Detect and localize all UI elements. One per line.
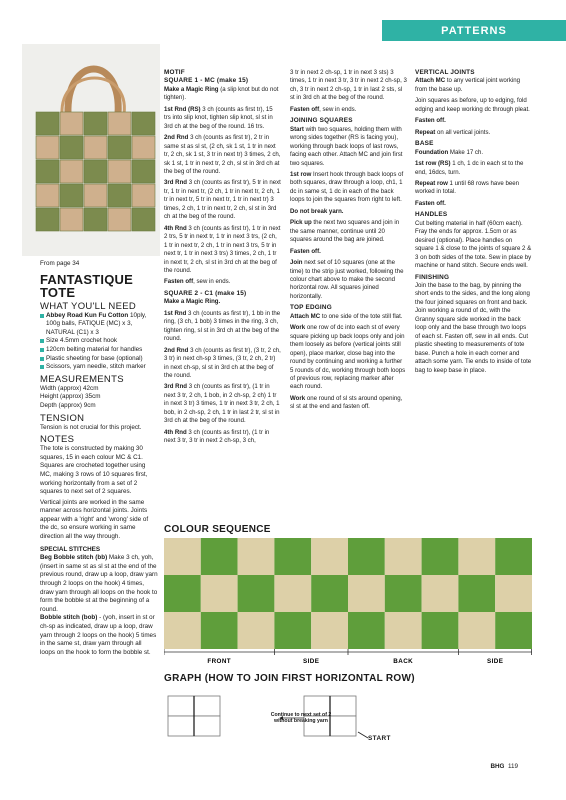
tote-square [60, 208, 83, 231]
colour-sequence-label: BACK [393, 658, 414, 664]
section-heading: FINISHING [415, 273, 450, 281]
instruction-paragraph: Foundation Make 17 ch. [415, 148, 484, 156]
instruction-paragraph [290, 208, 407, 216]
tote-square [36, 184, 59, 207]
instruction-paragraph: Repeat row 1 until 68 rows have been worked in total. [415, 179, 519, 196]
tote-square [84, 208, 107, 231]
instruction-bold: Fasten off [164, 278, 194, 286]
section-heading: JOINING SQUARES [290, 117, 353, 125]
colour-square [238, 575, 275, 612]
instructions-col-3 [415, 69, 532, 378]
tote-square [84, 136, 107, 159]
colour-square [385, 612, 422, 649]
colour-sequence-heading: COLOUR SEQUENCE [164, 524, 271, 535]
colour-square [495, 612, 532, 649]
instruction-paragraph: 3rd Rnd 3 ch (counts as first tr), (1 tr in next 3 tr, 2 ch, 1 bob, in 2 ch-sp, 2 ch) 1 tr in next 3 tr) 3 times, 1 tr in next 3 tr, 2 ch, 1 bob, in 2 ch-sp, 2 ch, 1 tr in last 2 tr, sl st in 3rd ch at the beg of the round. [164, 383, 280, 425]
tote-square [132, 208, 155, 231]
instruction-paragraph: Work one row of dc into each st of every square picking up back loops only and join them loosely as before (vertical joints still open), place marker, close bag into the round by continuing and working a further 5 rounds of dc, working through both loops of previous row, replacing marker after each round. [290, 324, 406, 391]
measurements-heading: MEASUREMENTS [40, 373, 124, 385]
tote-square [132, 136, 155, 159]
instruction-bold: Attach MC [415, 77, 446, 85]
colour-square [458, 612, 495, 649]
graph-note: Continue to next set of 2 without breaking yarn [270, 712, 332, 725]
bullet-square-icon [40, 339, 44, 343]
instruction-paragraph: Join squares as before, up to edging, fold edging and keep working dc through pleat. [415, 97, 530, 113]
colour-square [164, 538, 201, 575]
special-list [40, 554, 158, 657]
note-paragraph: The tote is constructed by making 30 squares, 15 in each colour MC & C1. Squares are crocheted together using MC, making 3 rows of 10 squares first, working horizontally from a set of 2 squares to next set of 2 squares. [40, 445, 148, 496]
colour-square [201, 538, 238, 575]
colour-square [164, 575, 201, 612]
special-stitch-name: Bobble stitch (bob) [40, 614, 98, 622]
instruction-paragraph: 1st Rnd 3 ch (counts as first tr), 1 bb in the ring, (3 ch, 1 bob) 3 times in the ring, 3 ch, tighten ring, sl st in 3rd ch at the beg of the round. [164, 309, 281, 343]
need-item [40, 312, 158, 338]
section-heading: SQUARE 2 - C1 (make 15) [164, 289, 247, 297]
instruction-bold: Fasten off. [415, 199, 446, 207]
tote-square [84, 160, 107, 183]
instruction-bold: Pick up [290, 219, 312, 227]
instruction-paragraph: 4th Rnd 3 ch (counts as first tr), (1 tr in next 3 tr, 3 tr in next 2 ch-sp, 3 ch, [164, 428, 270, 445]
measurement-item: Depth (approx) 9cm [40, 401, 96, 409]
instruction-bold: 2nd Rnd [164, 346, 189, 354]
colour-square [495, 575, 532, 612]
need-item [40, 363, 158, 372]
tote-square [108, 184, 131, 207]
colour-square [422, 575, 459, 612]
tote-square [60, 112, 83, 135]
need-item [40, 346, 158, 355]
measurement-item: Height (approx) 35cm [40, 393, 101, 401]
section-heading: VERTICAL JOINTS [415, 69, 475, 76]
instruction-paragraph: 2nd Rnd 3 ch (counts as first tr), 2 tr in same st as sl st, (2 ch, sk 1 st, 1 tr in next tr, 2 ch, sk 1 st, 3 tr in next tr) 3 times, 2 ch, sk 1 st, 1 tr in next tr, 2 ch, sl st in 3rd ch at the beg of the round. [164, 134, 281, 175]
bullet-square-icon [40, 348, 44, 352]
need-text: Size 4.5mm crochet hook [46, 337, 118, 345]
need-text: Abbey Road Kun Fu Cotton 10ply, 100g balls, FATIQUE (MC) x 3, NATURAL (C1) x 3 [46, 311, 147, 336]
need-item [40, 337, 158, 346]
instruction-bold: Fasten off [290, 105, 320, 113]
tote-square [36, 160, 59, 183]
instruction-paragraph: Join the base to the bag, by pinning the short ends to the sides, and the long along the four joined squares on front and back. Join working a round of dc, with the Granny square side worked in the back loop only and the base through two loops of each st. Fasten off, sew in all ends. Cut plastic sheeting to measurements of tote base. Punch a hole in each corner and attach some yarn. Tie ends to inside of tote bag to keep base in place. [415, 281, 532, 374]
instruction-paragraph [415, 117, 532, 125]
bullet-square-icon [40, 357, 44, 361]
instruction-bold: 1st Rnd [164, 309, 187, 317]
needs-list [40, 312, 158, 372]
tension-heading: TENSION [40, 412, 85, 424]
instruction-bold: Repeat row [415, 179, 448, 187]
instruction-paragraph: Repeat on all vertical joints. [415, 128, 491, 136]
instructions-col-2 [290, 69, 407, 415]
instruction-bold: 3rd Rnd [164, 383, 188, 391]
colour-square [311, 575, 348, 612]
colour-square [422, 612, 459, 649]
graph-heading: GRAPH (HOW TO JOIN FIRST HORIZONTAL ROW) [164, 673, 415, 684]
notes-heading: NOTES [40, 434, 75, 446]
instruction-bold: 1st Rnd (RS) [164, 105, 201, 113]
left-column [40, 260, 158, 657]
instruction-paragraph: Attach MC to any vertical joint working from the base up. [415, 77, 520, 93]
need-heading: WHAT YOU'LL NEED [40, 300, 137, 312]
instruction-bold: 1st row [290, 170, 312, 178]
need-text: 120cm belting material for handles [46, 345, 143, 353]
instruction-bold: Make a Magic Ring. [164, 298, 221, 306]
colour-square [238, 538, 275, 575]
colour-square [238, 612, 275, 649]
tote-square [60, 160, 83, 183]
instruction-bold: 4th Rnd [164, 224, 187, 232]
tote-bag-image [22, 44, 160, 256]
instruction-paragraph: Attach MC to one side of the tote still flat. [290, 312, 403, 320]
instruction-paragraph: Work one round of sl sts around opening, sl st at the end and fasten off. [290, 394, 403, 411]
colour-square [274, 538, 311, 575]
need-item [40, 355, 158, 364]
title-line2: TOTE [40, 284, 76, 300]
instruction-bold: Fasten off. [290, 247, 321, 255]
colour-sequence-label: SIDE [303, 658, 320, 664]
graph-start-label: START [368, 735, 391, 742]
instruction-bold: 3rd Rnd [164, 179, 188, 187]
need-bold: Abbey Road Kun Fu Cotton [46, 311, 129, 319]
instruction-paragraph: 1st Rnd (RS) 3 ch (counts as first tr), 15 trs into slip knot, tighten slip knot, sl st in 3rd ch at the beg of the round. 16 trs. [164, 105, 273, 130]
page-number: 119 [507, 763, 518, 770]
instruction-bold: Work [290, 324, 306, 332]
section-heading: MOTIF [164, 69, 185, 76]
instruction-bold: 1st row (RS) [415, 160, 451, 168]
colour-square [274, 575, 311, 612]
colour-square [164, 612, 201, 649]
instruction-paragraph: 2nd Rnd 3 ch (counts as first tr), (3 tr, 2 ch, 3 tr) in next ch-sp 3 times, (3 tr, 2 ch, 2 tr) in next ch-sp, sl st in 3rd ch at the beg of the round. [164, 346, 281, 379]
footer-brand: BHG [490, 763, 505, 770]
instruction-bold: Repeat [415, 128, 436, 136]
instruction-bold: Fasten off. [415, 117, 446, 125]
tote-photo [22, 44, 160, 256]
footer [490, 763, 518, 770]
instruction-bold: Join [290, 259, 303, 267]
section-heading: HANDLES [415, 211, 448, 219]
tote-square [108, 160, 131, 183]
instruction-bold: Attach MC [290, 312, 321, 320]
special-stitch-name: Beg Bobble stitch (bb) [40, 554, 108, 562]
instruction-bold: Do not break yarn. [290, 207, 344, 215]
instruction-bold: Foundation [415, 148, 449, 156]
colour-square [385, 538, 422, 575]
instructions-col-1 [164, 69, 281, 449]
instruction-paragraph: Pick up the next two squares and join in the same manner, continue until 20 squares around the bag are joined. [290, 219, 400, 244]
section-tab: PATTERNS [382, 20, 566, 41]
tote-square [108, 112, 131, 135]
colour-square [348, 612, 385, 649]
tote-square [36, 208, 59, 231]
colour-square [311, 612, 348, 649]
colour-square [458, 538, 495, 575]
instruction-paragraph: 3 tr in next 2 ch-sp, 1 tr in next 3 sts) 3 times, 1 tr in next 3 tr, 3 tr in next 2 ch-sp, 3 ch, 3 tr in next 2 ch-sp, 1 tr in last 2 sts, sl st in 3rd ch at the beg of the round. [290, 69, 407, 102]
tote-square [60, 136, 83, 159]
instruction-paragraph: Make a Magic Ring (a slip knot but do not tighten). [164, 85, 279, 102]
colour-square [201, 575, 238, 612]
instruction-paragraph: 3rd Rnd 3 ch (counts as first tr), 5 tr in next tr, 1 tr in next tr, (2 ch, 1 tr in next tr, 2 ch, 1 tr in next tr, 5 tr in next tr, 1 tr in next tr) 3 times, 2 ch, 1 tr in next tr, 2 ch, sl st in 3rd ch at the beg of the round. [164, 179, 281, 221]
section-heading: TOP EDGING [290, 304, 332, 312]
instruction-bold: Make a Magic Ring [164, 85, 219, 93]
colour-sequence-label: SIDE [487, 658, 504, 664]
instruction-paragraph [290, 248, 407, 256]
measurements-list [40, 385, 158, 411]
instruction-paragraph: Join next set of 10 squares (one at the time) to the strip just worked, following the colour chart above to make the second horizontal row. All squares joined horizontally. [290, 259, 404, 300]
tote-square [36, 136, 59, 159]
tote-square [84, 112, 107, 135]
colour-square [495, 538, 532, 575]
tote-square [108, 208, 131, 231]
instruction-bold: 4th Rnd [164, 428, 187, 436]
colour-square [422, 538, 459, 575]
colour-square [385, 575, 422, 612]
colour-square [458, 575, 495, 612]
colour-sequence-label: FRONT [207, 658, 232, 664]
tote-square [132, 112, 155, 135]
special-heading: SPECIAL STITCHES [40, 545, 101, 553]
title-line1: FANTASTIQUE [40, 271, 133, 287]
colour-square [348, 575, 385, 612]
note-paragraph: Vertical joints are worked in the same manner across horizontal joints. Joints appear with a 'right' and 'wrong' side of the dc, so ensure working in same direction all the way through. [40, 498, 149, 541]
tote-square [84, 184, 107, 207]
tension-text: Tension is not crucial for this project. [40, 423, 142, 431]
instruction-bold: Work [290, 394, 306, 402]
instruction-bold: Start [290, 125, 304, 133]
bullet-square-icon [40, 365, 44, 369]
need-text: Scissors, yarn needle, stitch marker [46, 363, 146, 371]
instruction-paragraph: Start with two squares, holding them with wrong sides together (RS is facing you), working through back loops of last rows, facing each other. Attach MC and join first two squares. [290, 125, 403, 167]
bullet-square-icon [40, 314, 44, 318]
colour-square [274, 612, 311, 649]
section-heading: SQUARE 1 - MC (make 15) [164, 77, 249, 85]
instruction-paragraph: 1st row Insert hook through back loops of both squares, draw through a loop, ch1, 1 dc in same st, 1 dc in each of the back loops to join the squares from right to left. [290, 170, 404, 204]
special-stitch: Beg Bobble stitch (bb) Make 3 ch, yoh, (insert in same st as sl st at the end of the previous round, draw up a loop, draw yarn through 2 loops on the hook) 4 times, draw yarn through all loops on the hook to form the bobble st at the beginning of a round. [40, 554, 158, 613]
notes-list [40, 445, 158, 542]
colour-square [311, 538, 348, 575]
instruction-paragraph [164, 298, 281, 306]
special-stitch: Bobble stitch (bob) - (yoh, insert in st or ch-sp as indicated, draw up a loop, draw yarn through 2 loops on the hook) 5 times in the same st, draw yarn through all loops on the hook to form the bobble st. [40, 614, 157, 656]
measurement-item: Width (approx) 42cm [40, 384, 99, 392]
tote-square [108, 136, 131, 159]
tote-square [60, 184, 83, 207]
instruction-paragraph: 1st row (RS) 1 ch, 1 dc in each st to the end, 16dcs, turn. [415, 160, 524, 176]
instruction-paragraph [415, 200, 532, 208]
need-text: Plastic sheeting for base (optional) [46, 354, 143, 362]
tote-square [132, 160, 155, 183]
colour-square [201, 612, 238, 649]
instruction-bold: 2nd Rnd [164, 134, 189, 142]
instruction-paragraph: Cut belting material in half (60cm each). Fray the ends for approx. 1.5cm or as desired (optional). Place handles on square 1 & close to the joints of square 2 & 3 on both sides of the tote. Sew in place by machine or hand stitch. Secure ends well. [415, 219, 532, 270]
section-heading: BASE [415, 140, 434, 148]
tote-square [36, 112, 59, 135]
instruction-paragraph: Fasten off, sew in ends. [164, 278, 231, 286]
colour-sequence-chart [164, 538, 532, 664]
instruction-paragraph: 4th Rnd 3 ch (counts as first tr), 1 tr in next 2 trs, 5 tr in next tr, 1 tr in next 3 trs, (2 ch, 1 tr in next tr, 2 ch, 1 tr in next 3 trs, 5 tr in next tr, 1 tr in next 3 trs) 3 times, 2 ch, 1 tr in next tr, 2 ch, sl st in 3rd ch at the beg of the round. [164, 224, 281, 274]
colour-square [348, 538, 385, 575]
from-page: From page 34 [40, 260, 80, 267]
instruction-paragraph: Fasten off, sew in ends. [290, 105, 357, 113]
tote-square [132, 184, 155, 207]
